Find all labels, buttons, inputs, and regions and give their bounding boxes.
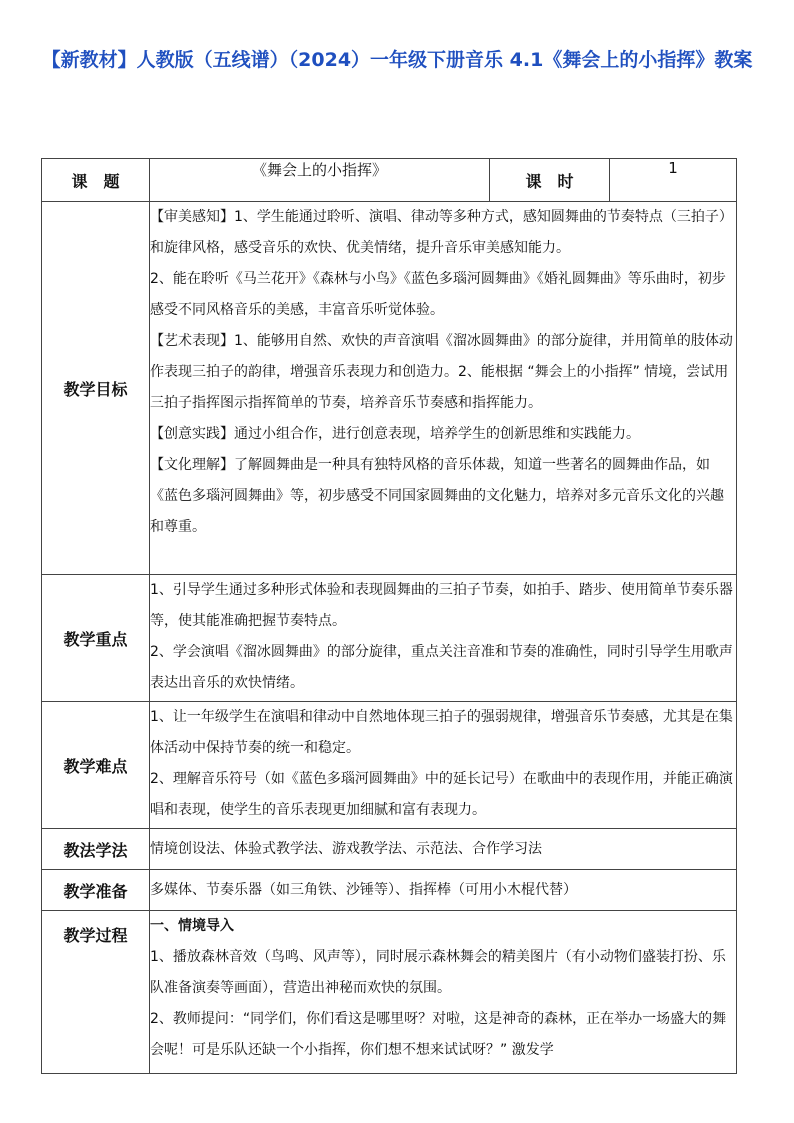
process-label: 教学过程 — [42, 911, 150, 1074]
period-label: 课 时 — [490, 159, 610, 202]
key-points-label: 教学重点 — [42, 575, 150, 702]
topic-label: 课 题 — [42, 159, 150, 202]
difficulties-content — [150, 702, 737, 829]
period-value: 1 — [610, 159, 737, 202]
objectives-paragraph: 【文化理解】了解圆舞曲是一种具有独特风格的音乐体裁，知道一些著名的圆舞曲作品，如《蓝色多瑙河圆舞曲》等，初步感受不同国家圆舞曲的文化魅力，培养对多元音乐文化的兴趣和尊重。 — [150, 457, 724, 535]
preparation-content: 多媒体、节奏乐器（如三角铁、沙锤等）、指挥棒（可用小木棍代替） — [150, 870, 737, 911]
methods-content: 情境创设法、体验式教学法、游戏教学法、示范法、合作学习法 — [150, 829, 737, 870]
process-paragraph: 2、教师提问：“同学们，你们看这是哪里呀？对啦，这是神奇的森林，正在举办一场盛大的舞会呢！可是乐队还缺一个小指挥，你们想不想来试试呀？” 激发学 — [150, 1011, 727, 1058]
objectives-paragraph: 【艺术表现】1、能够用自然、欢快的声音演唱《溜冰圆舞曲》的部分旋律，并用简单的肢体动作表现三拍子的韵律，增强音乐表现力和创造力。2、能根据 “舞会上的小指挥” 情境，尝试用三拍子指挥图示指挥简单的节奏，培养音乐节奏感和指挥能力。 — [150, 333, 733, 411]
key-points-paragraph: 2、学会演唱《溜冰圆舞曲》的部分旋律，重点关注音准和节奏的准确性，同时引导学生用歌声表达出音乐的欢快情绪。 — [150, 644, 733, 691]
objectives-row — [42, 202, 737, 575]
objectives-content — [150, 202, 737, 575]
difficulties-row — [42, 702, 737, 829]
methods-row — [42, 829, 737, 870]
key-points-content — [150, 575, 737, 702]
lesson-plan-table — [41, 158, 737, 1074]
preparation-row — [42, 870, 737, 911]
difficulties-label: 教学难点 — [42, 702, 150, 829]
header-row — [42, 159, 737, 202]
objectives-paragraph: 2、能在聆听《马兰花开》《森林与小鸟》《蓝色多瑙河圆舞曲》《婚礼圆舞曲》等乐曲时，初步感受不同风格音乐的美感，丰富音乐听觉体验。 — [150, 271, 726, 318]
process-paragraph: 1、播放森林音效（鸟鸣、风声等），同时展示森林舞会的精美图片（有小动物们盛装打扮、乐队准备演奏等画面），营造出神秘而欢快的氛围。 — [150, 949, 726, 996]
key-points-row — [42, 575, 737, 702]
difficulties-paragraph: 1、让一年级学生在演唱和律动中自然地体现三拍子的强弱规律，增强音乐节奏感，尤其是在集体活动中保持节奏的统一和稳定。 — [150, 709, 733, 756]
process-row — [42, 911, 737, 1074]
key-points-paragraph: 1、引导学生通过多种形式体验和表现圆舞曲的三拍子节奏，如拍手、踏步、使用简单节奏乐器等，使其能准确把握节奏特点。 — [150, 582, 733, 629]
document-title: 【新教材】人教版（五线谱）（2024）一年级下册音乐 4.1《舞会上的小指挥》教案 — [41, 49, 753, 71]
topic-value: 《舞会上的小指挥》 — [150, 159, 490, 202]
preparation-label: 教学准备 — [42, 870, 150, 911]
objectives-label: 教学目标 — [42, 202, 150, 575]
objectives-paragraph: 【创意实践】通过小组合作，进行创意表现，培养学生的创新思维和实践能力。 — [150, 426, 640, 442]
objectives-paragraph: 【审美感知】1、学生能通过聆听、演唱、律动等多种方式，感知圆舞曲的节奏特点（三拍子）和旋律风格，感受音乐的欢快、优美情绪，提升音乐审美感知能力。 — [150, 209, 733, 256]
methods-label: 教法学法 — [42, 829, 150, 870]
process-section-title: 一、情境导入 — [150, 918, 234, 934]
process-content — [150, 911, 737, 1074]
difficulties-paragraph: 2、理解音乐符号（如《蓝色多瑙河圆舞曲》中的延长记号）在歌曲中的表现作用，并能正确演唱和表现，使学生的音乐表现更加细腻和富有表现力。 — [150, 771, 733, 818]
